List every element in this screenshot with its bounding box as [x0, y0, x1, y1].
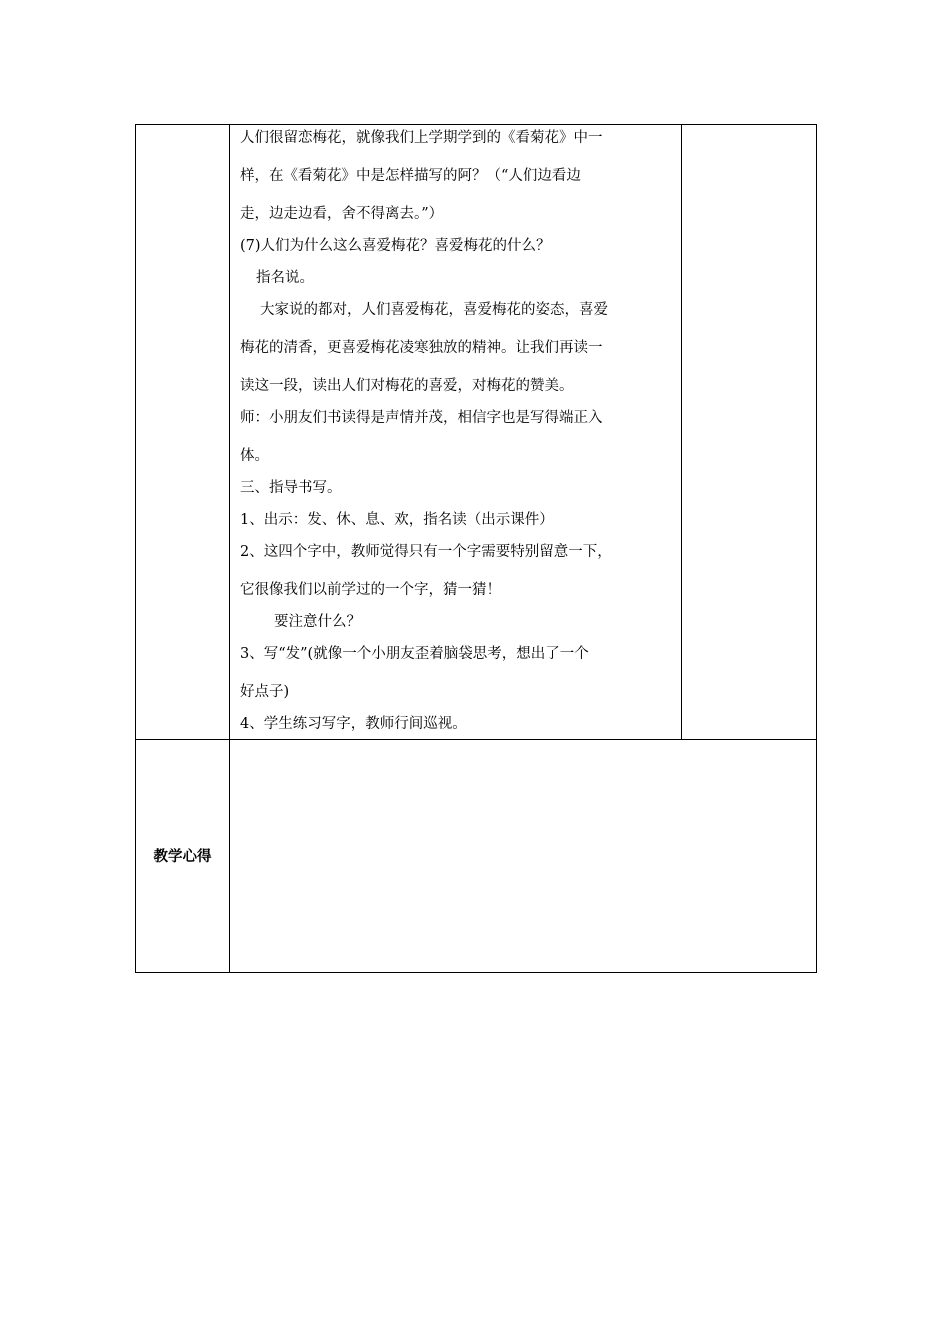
lesson-line-18: 4、学生练习写字，教师行间巡视。 — [240, 716, 467, 732]
lesson-line-7: 梅花的清香，更喜爱梅花凌寒独放的精神。让我们再读一 — [240, 340, 603, 356]
left-empty-cell — [136, 125, 230, 740]
lesson-line-17: 好点子) — [240, 684, 290, 700]
lesson-line-11: 三、指导书写。 — [240, 480, 342, 496]
reflection-label: 教学心得 — [153, 849, 212, 865]
lesson-line-14: 它很像我们以前学过的一个字，猜一猜！ — [240, 582, 501, 598]
lesson-row — [136, 125, 817, 740]
right-empty-cell — [682, 125, 817, 740]
lesson-line-8: 读这一段，读出人们对梅花的喜爱，对梅花的赞美。 — [240, 378, 574, 394]
lesson-line-3: 走，边走边看，舍不得离去。”） — [240, 206, 444, 222]
lesson-line-4: (7)人们为什么这么喜爱梅花？喜爱梅花的什么？ — [240, 238, 551, 254]
lesson-line-10: 体。 — [240, 448, 269, 464]
lesson-line-2: 样，在《看菊花》中是怎样描写的阿？（“人们边看边 — [240, 168, 581, 184]
reflection-content-cell[interactable] — [230, 740, 817, 973]
lesson-line-12: 1、出示：发、休、息、欢，指名读（出示课件） — [240, 512, 554, 528]
lesson-line-16: 3、写“发”(就像一个小朋友歪着脑袋思考，想出了一个 — [240, 646, 589, 662]
lesson-line-9: 师：小朋友们书读得是声情并茂，相信字也是写得端正入 — [240, 410, 603, 426]
lesson-line-6: 大家说的都对，人们喜爱梅花，喜爱梅花的姿态，喜爱 — [260, 302, 608, 318]
lesson-content-cell — [230, 125, 682, 740]
lesson-line-13: 2、这四个字中，教师觉得只有一个字需要特别留意一下， — [240, 544, 612, 560]
lesson-line-5: 指名说。 — [256, 270, 314, 286]
lesson-plan-table — [135, 124, 817, 973]
reflection-row — [136, 740, 817, 973]
reflection-label-cell — [136, 740, 230, 973]
lesson-line-1: 人们很留恋梅花，就像我们上学期学到的《看菊花》中一 — [240, 130, 603, 146]
lesson-line-15: 要注意什么？ — [274, 614, 361, 630]
